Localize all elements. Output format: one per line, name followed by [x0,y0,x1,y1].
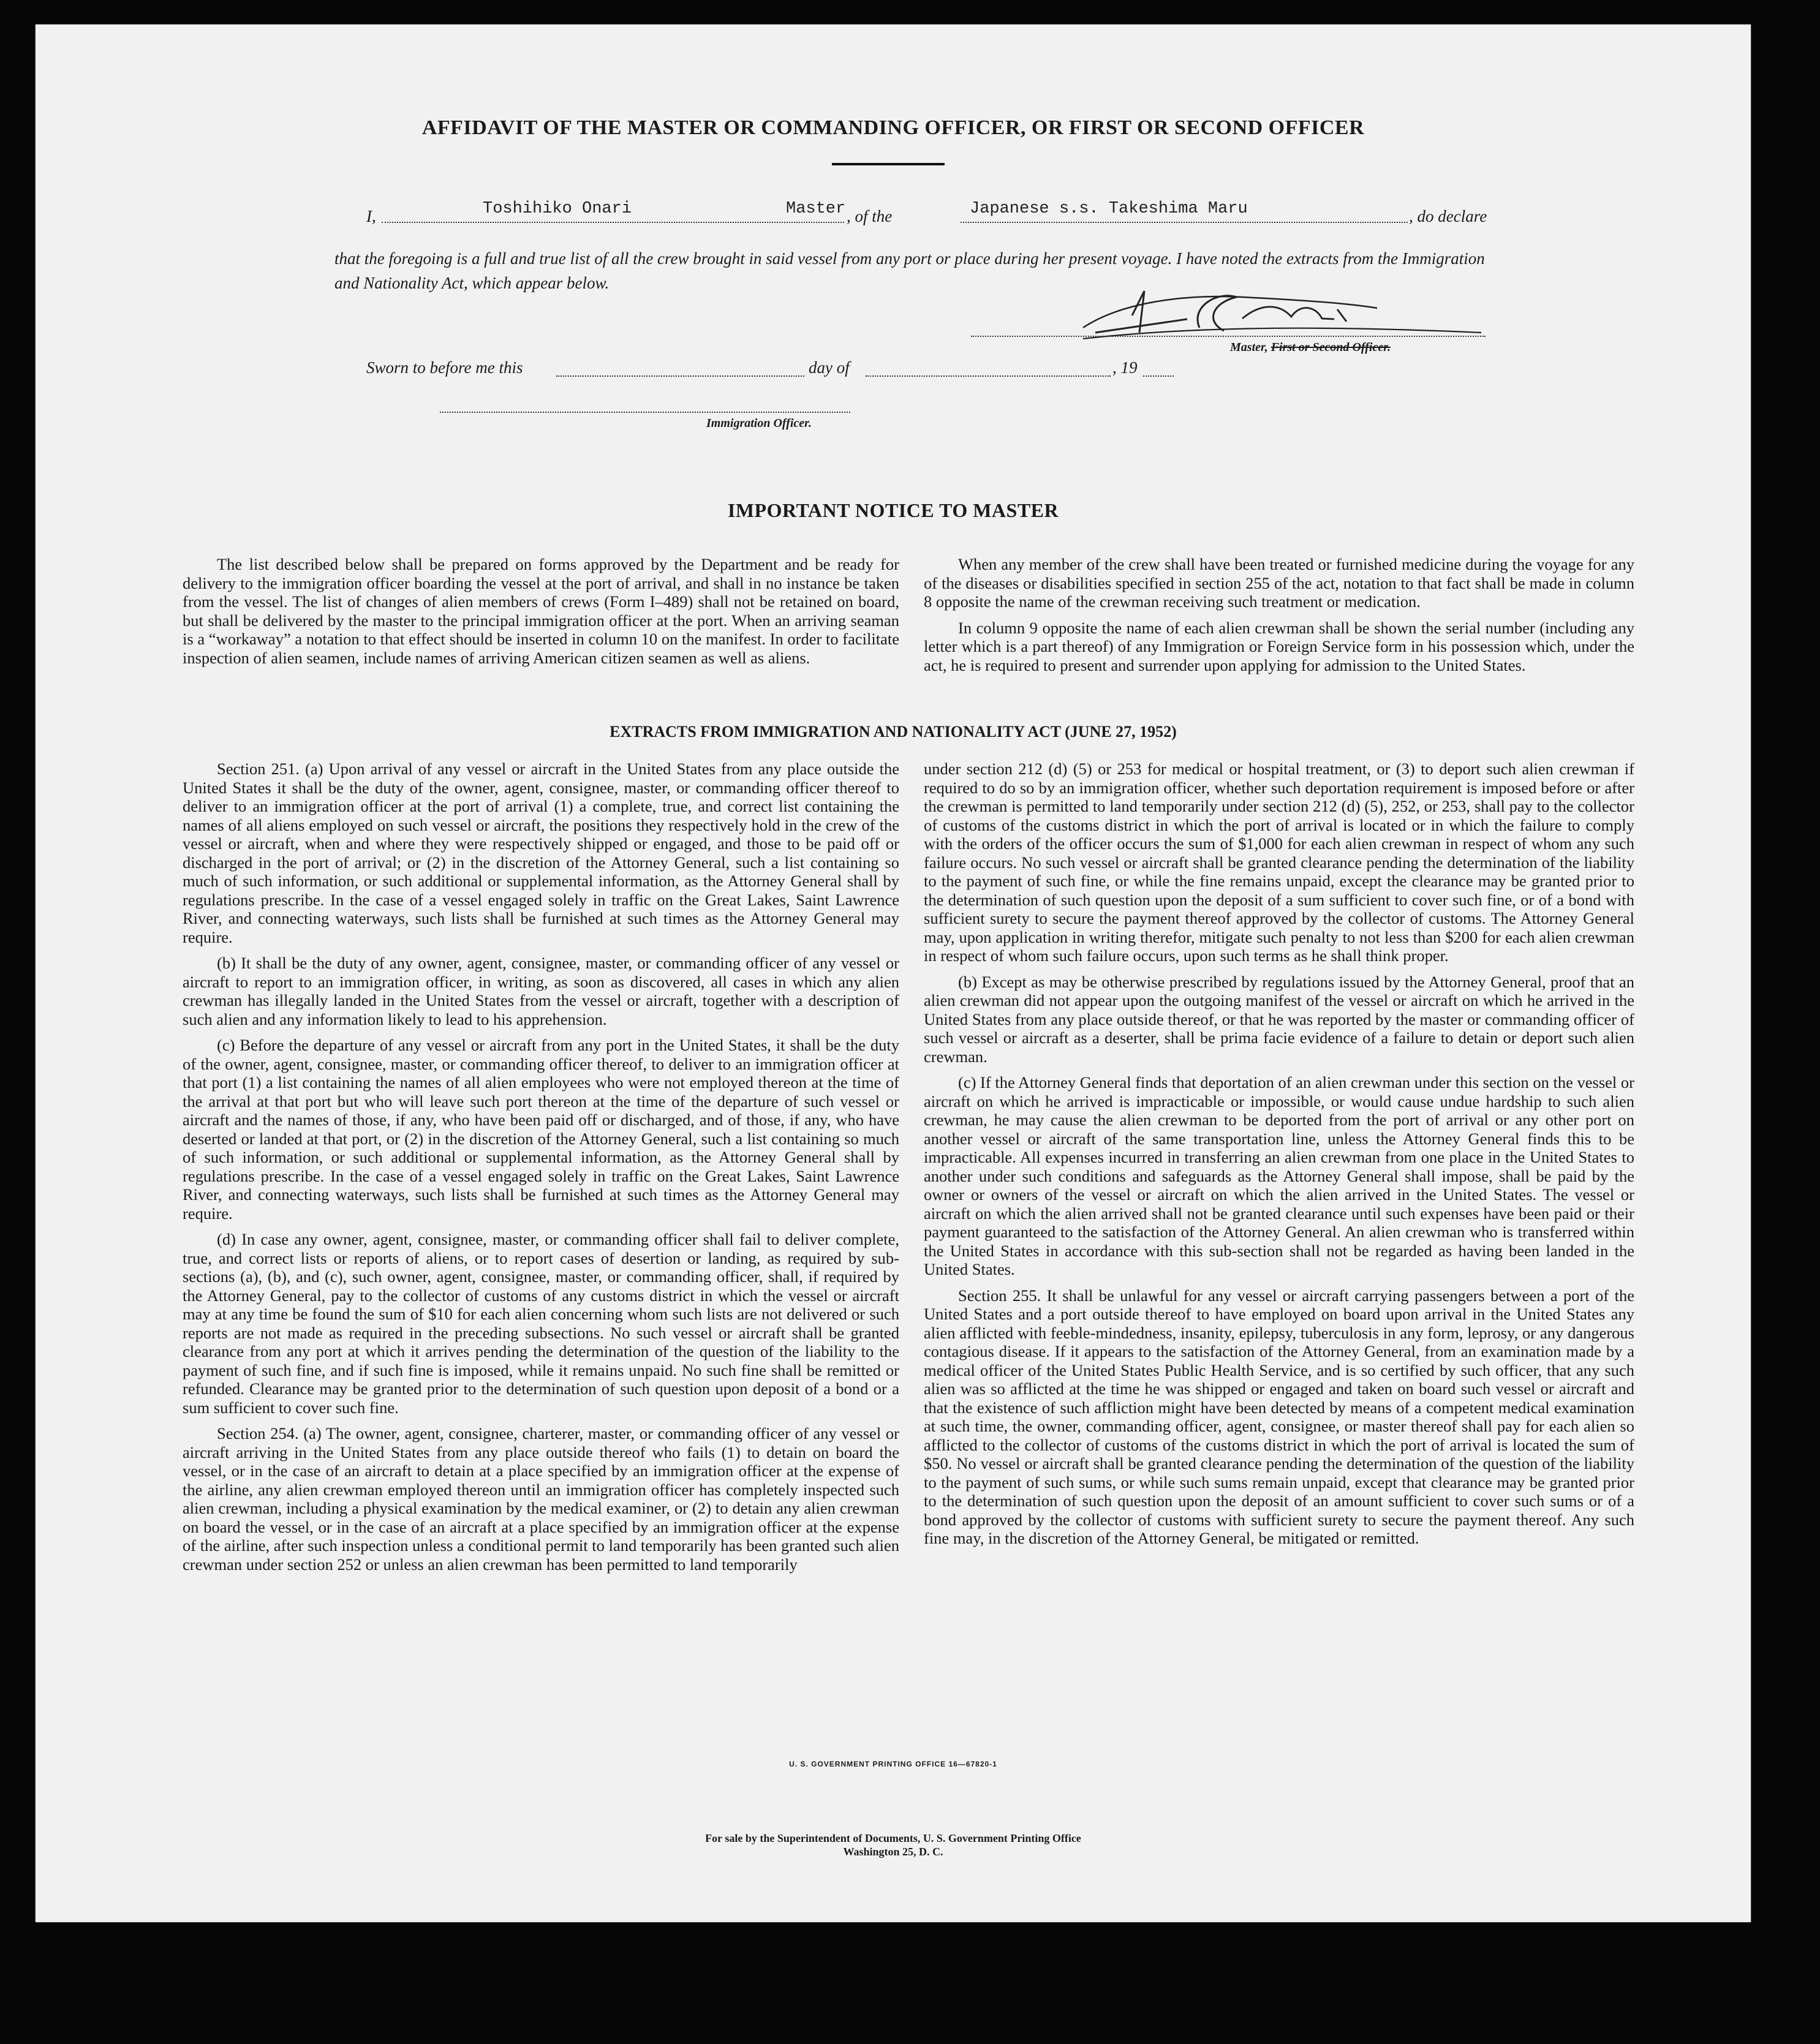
statute-paragraph: Section 255. It shall be unlawful for any vessel or aircraft carrying passengers between a port of the United States and a port outside thereof to have employed on board upon arrival in the United States any alien afflicted with feeble-mindedness, insanity, epilepsy, tuberculosis in any form, leprosy, or any dangerous contagious disease. If it appears to the satisfaction of the Attorney General, from an examination made by a medical officer of the United States Public Health Service, and is so certified by such officer, that any such alien was so afflicted at the time he was shipped or engaged and taken on board such vessel or aircraft and that the existence of such affliction might have been detected by means of a competent medical examination at such time, the owner, commanding officer, agent, consignee, or master thereof shall pay for each alien so afflicted to the collector of customs of the customs district in which the port of arrival is located the sum of $50. No vessel or aircraft shall be granted clearance pending the determination of the question of the liability to the payment of such sums, or while such sums remain unpaid, except that clearance may be granted prior to the determination of such question upon the deposit of an amount sufficient to cover such sums or of a bond approved by the collector of customs with sufficient surety to secure the payment thereof. Any such fine may, in the discretion of the Attorney General, be mitigated or remitted. [924,1286,1634,1547]
declaration-text: that the foregoing is a full and true list of all the crew brought in said vessel from any port or place during her present voyage. I have noted the extracts from the Immigration and Nationality Act, which appear below. [334,249,1485,292]
statute-paragraph: under section 212 (d) (5) or 253 for medical or hospital treatment, or (3) to deport such alien crewman if required to do so by an immigration officer, whether such deportation requirement is imposed before or after the crewman is permitted to land temporarily under section 212 (d) (5), 252, or 253, shall pay to the collector of customs of the customs district in which the port of arrival is located or in which the failure to comply with the orders of the officer occurs the sum of $1,000 for each alien crewman in respect of whom any such failure occurs. No such vessel or aircraft shall be granted clearance pending the determination of the liability to the payment of such fine, or while the fine remains unpaid, except the clearance may be granted prior to the determination of such question upon the deposit of a sum sufficient to cover such fine, or of a bond with sufficient surety to secure the payment thereof approved by the collector of customs. The Attorney General may, upon application in writing therefor, mitigate such penalty to not less than $200 for each alien crewman in respect of whom such failure occurs, upon such terms as he shall think proper. [924,760,1634,965]
sworn-year-blank[interactable] [1143,375,1174,377]
sale-notice-line: For sale by the Superintendent of Documents, U. S. Government Printing Office [705,1832,1081,1844]
vessel-name-field[interactable]: Japanese s.s. Takeshima Maru [970,200,1248,218]
gpo-imprint: U. S. GOVERNMENT PRINTING OFFICE 16—67820-1 [789,1760,997,1768]
day-of-label: day of [809,358,850,377]
immigration-officer-signature-line [440,412,850,413]
affidavit-title: AFFIDAVIT OF THE MASTER OR COMMANDING OFFICER, OR FIRST OR SECOND OFFICER [421,116,1365,139]
sworn-line [366,358,1224,383]
statute-paragraph: (b) Except as may be otherwise prescribed by regulations issued by the Attorney General, proof that an alien crewman did not appear upon the outgoing manifest of the vessel or aircraft on which he arrived in the United States from any place outside thereof, or that he was reported by the master or commanding officer of such vessel or aircraft as a deserter, shall be prima facie evidence of a failure to detain or deport such alien crewman. [924,972,1634,1066]
sworn-label: Sworn to before me this [366,358,523,377]
i-label: I, [366,207,376,225]
notice-paragraph: In column 9 opposite the name of each alien crewman shall be shown the serial number (including any letter which is a part thereof) of any Immigration or Foreign Service form in his possession which, under the act, he is required to present and surrender upon applying for admission to the United States. [924,618,1634,674]
signature-line [971,336,1486,337]
sworn-month-blank[interactable] [866,375,1111,377]
notice-paragraph: When any member of the crew shall have been treated or furnished medicine during the voyage for any of the diseases or disabilities specified in section 255 of the act, notation to that fact shall be made in column 8 opposite the name of the crewman receiving such treatment or medication. [924,555,1634,611]
master-signature [1059,260,1487,352]
statute-paragraph: (c) If the Attorney General finds that deportation of an alien crewman under this section on the vessel or aircraft on which he arrived is impracticable or impossible, or would cause undue hardship to such alien crewman, he may cause the alien crewman to be deported from the port of arrival or any other port on another vessel or aircraft of the same transportation line, unless the Attorney General finds this to be impracticable. All expenses incurred in transferring an alien crewman from one place in the United States to another under such conditions and safeguards as the Attorney General shall impose, shall be paid by the owner or owners of the vessel or aircraft on which the alien arrived in the United States. The vessel or aircraft on which the alien arrived shall not be granted clearance until such expenses have been paid or their payment guaranteed to the satisfaction of the Attorney General. An alien crewman who is transferred within the United States in accordance with this sub-section shall not be regarded as having been landed in the United States. [924,1073,1634,1278]
of-the-label: , of the [847,207,893,225]
signature-caption-struck: First or Second Officer. [1271,341,1391,354]
declaration-first-line [366,191,1500,225]
notice-right-column [924,555,1634,674]
extracts-left-column [183,760,899,1574]
name-blank [382,222,844,223]
immigration-officer-caption: Immigration Officer. [706,417,812,430]
master-name-field[interactable]: Toshihiko Onari [483,200,632,218]
do-declare-label: , do declare [1409,207,1487,225]
notice-title: IMPORTANT NOTICE TO MASTER [727,499,1059,521]
document-page [36,25,1751,1922]
statute-paragraph: (c) Before the departure of any vessel or aircraft from any port in the United States, it shall be the duty of the owner, agent, consignee, master, or commanding officer thereof, to deliver to an immigration officer at that port (1) a list containing the names of all alien employees who were not employed thereon at the time of the arrival at that port but who will leave such port thereon at the time of the departure of such vessel or aircraft and the names of those, if any, who have been paid off or discharged, and of those, if any, who have deserted or landed at that port, or (2) in the discretion of the Attorney General, such a list containing so much of such information, or such additional or supplemental information, as the Attorney General shall by regulations prescribe. In the case of a vessel engaged solely in traffic on the Great Lakes, Saint Lawrence River, and connecting waterways, such lists shall be furnished at such times as the Attorney General may require. [183,1036,899,1223]
notice-paragraph: The list described below shall be prepared on forms approved by the Department and be ready for delivery to the immigration officer boarding the vessel at the port of arrival, and shall in no instance be taken from the vessel. The list of changes of alien members of crews (Form I–489) shall not be retained on board, but shall be delivered by the master to the principal immigration officer at the port. When an arriving seaman is a “workaway” a notation to that effect should be inserted in column 10 on the manifest. In order to facilitate inspection of alien seamen, include names of arriving American citizen seamen as well as aliens. [183,555,899,667]
sale-notice-city: Washington 25, D. C. [843,1846,943,1858]
rank-field[interactable]: Master [786,200,846,218]
statute-paragraph: Section 251. (a) Upon arrival of any vessel or aircraft in the United States from any place outside the United States it shall be the duty of the owner, agent, consignee, master, or commanding officer thereof to deliver to an immigration officer at the port of arrival (1) a complete, true, and correct list containing the names of all aliens employed on such vessel or aircraft, the positions they respectively hold in the crew of the vessel or aircraft, when and where they were respectively shipped or engaged, and those to be paid off or discharged in the port of arrival; or (2) in the discretion of the Attorney General, such a list containing so much of such information, or such additional or supplemental information, as the Attorney General shall by regulations prescribe. In the case of a vessel engaged solely in traffic on the Great Lakes, Saint Lawrence River, and connecting waterways, such lists shall be furnished at such times as the Attorney General may require. [183,760,899,946]
sale-notice [36,1831,1751,1858]
extracts-right-column [924,760,1634,1548]
signature-caption [1230,341,1391,355]
statute-paragraph: (b) It shall be the duty of any owner, agent, consignee, master, or commanding officer of any vessel or aircraft to report to an immigration officer, in writing, as soon as discovered, all cases in which any alien crewman has illegally landed in the United States from the vessel or aircraft, together with a description of such alien and any information likely to lead to his apprehension. [183,954,899,1028]
extracts-title: EXTRACTS FROM IMMIGRATION AND NATIONALITY ACT (JUNE 27, 1952) [610,723,1177,741]
notice-left-column [183,555,899,667]
statute-paragraph: Section 254. (a) The owner, agent, consignee, charterer, master, or commanding officer of any vessel or aircraft arriving in the United States from any place outside thereof who fails (1) to detain on board the vessel, or in the case of an aircraft to detain at a place specified by an immigration officer at the expense of the airline, any alien crewman employed thereon until an immigration officer has completely inspected such alien crewman, including a physical examination by the medical examiner, or (2) to detain any alien crewman on board the vessel, or in the case of an aircraft at a place specified by an immigration officer at the expense of the airline, after such inspection unless a conditional permit to land temporarily has been granted such alien crewman under section 252 or unless an alien crewman has been permitted to land temporarily [183,1424,899,1574]
statute-paragraph: (d) In case any owner, agent, consignee, master, or commanding officer shall fail to deliver complete, true, and correct lists or reports of aliens, or to report cases of desertion or landing, as required by sub-sections (a), (b), and (c), such owner, agent, consignee, master, or commanding officer, shall, if required by the Attorney General, pay to the collector of customs of any customs district in which the vessel or aircraft may at any time be found the sum of $10 for each alien concerning whom such lists are not delivered or such reports are not made as required in the preceding subsections. No such vessel or aircraft shall be granted clearance from any port at which it arrives pending the determination of the question of the liability to the payment of such fine, and if such fine is imposed, while it remains unpaid. No such fine shall be remitted or refunded. Clearance may be granted prior to the determination of such question upon deposit of a bond or a sum sufficient to cover such fine. [183,1230,899,1417]
year-label: , 19 [1112,358,1138,377]
title-divider [832,163,945,165]
signature-caption-master: Master, [1230,341,1271,354]
sworn-day-blank[interactable] [556,375,804,377]
vessel-blank [961,222,1408,223]
